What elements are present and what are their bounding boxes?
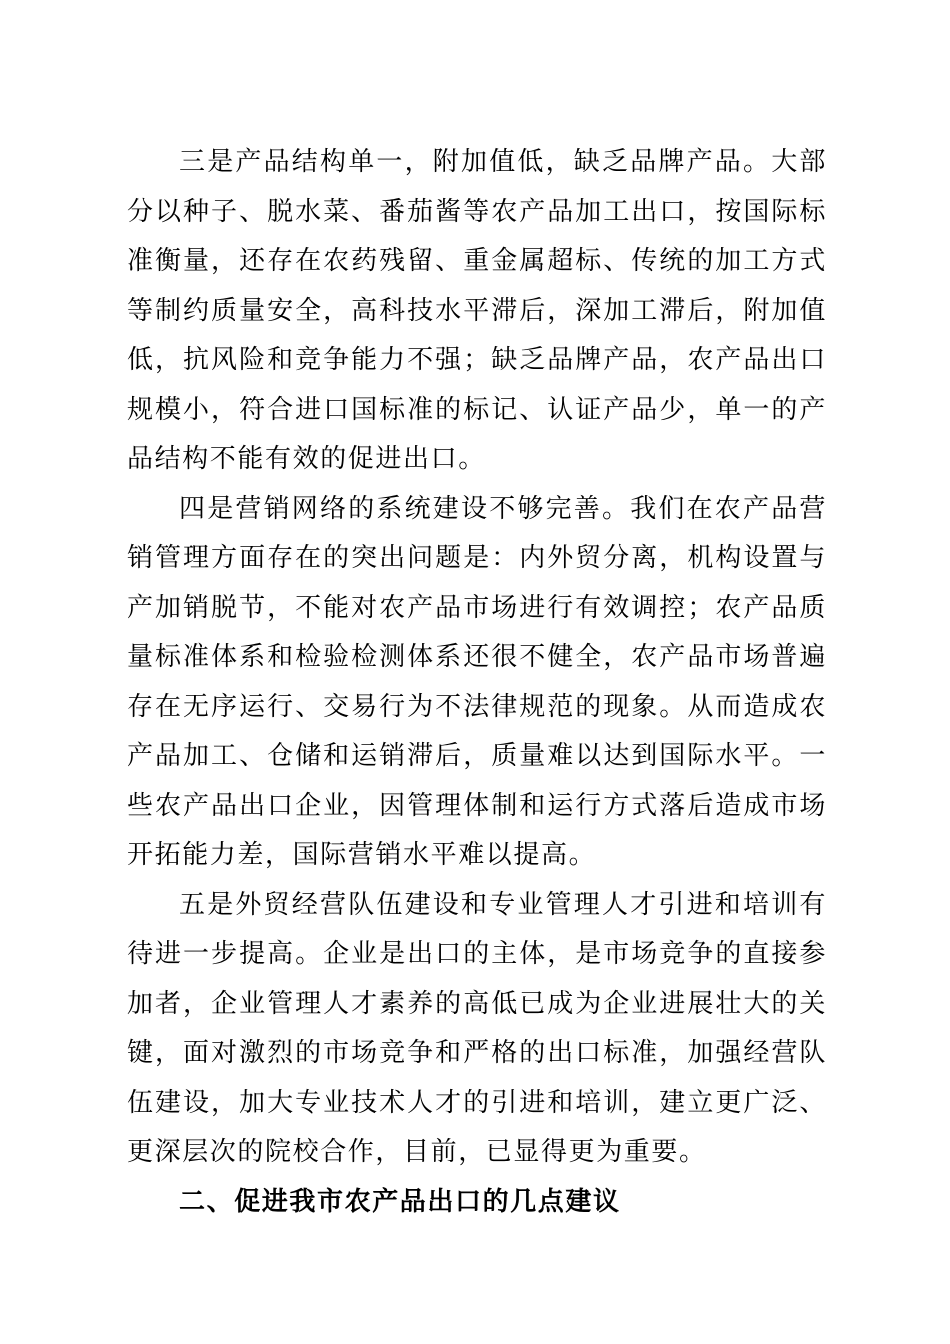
paragraph-marketing-network: 四是营销网络的系统建设不够完善。我们在农产品营销管理方面存在的突出问题是：内外贸分离，机构设置与产加销脱节，不能对农产品市场进行有效调控；农产品质量标准体系和检验检测体系还很不健全，农产品市场普遍存在无序运行、交易行为不法律规范的现象。从而造成农产品加工、仓储和运销滞后，质量难以达到国际水平。一些农产品出口企业，因管理体制和运行方式落后造成市场开拓能力差，国际营销水平难以提高。	[127, 493, 827, 870]
paragraph-talent-training: 五是外贸经营队伍建设和专业管理人才引进和培训有待进一步提高。企业是出口的主体，是市场竞争的直接参加者，企业管理人才素养的高低已成为企业进展壮大的关键，面对激烈的市场竞争和严格的出口标准，加强经营队伍建设，加大专业技术人才的引进和培训，建立更广泛、更深层次的院校合作，目前，已显得更为重要。	[127, 889, 827, 1167]
paragraph-product-structure: 三是产品结构单一，附加值低，缺乏品牌产品。大部分以种子、脱水菜、番茄酱等农产品加工出口，按国际标准衡量，还存在农药残留、重金属超标、传统的加工方式等制约质量安全，高科技水平滞后，深加工滞后，附加值低，抗风险和竞争能力不强；缺乏品牌产品，农产品出口规模小，符合进口国标准的标记、认证产品少，单一的产品结构不能有效的促进出口。	[127, 147, 827, 474]
document-body	[127, 138, 827, 1227]
section-heading: 二、促进我市农产品出口的几点建议	[179, 1186, 621, 1217]
